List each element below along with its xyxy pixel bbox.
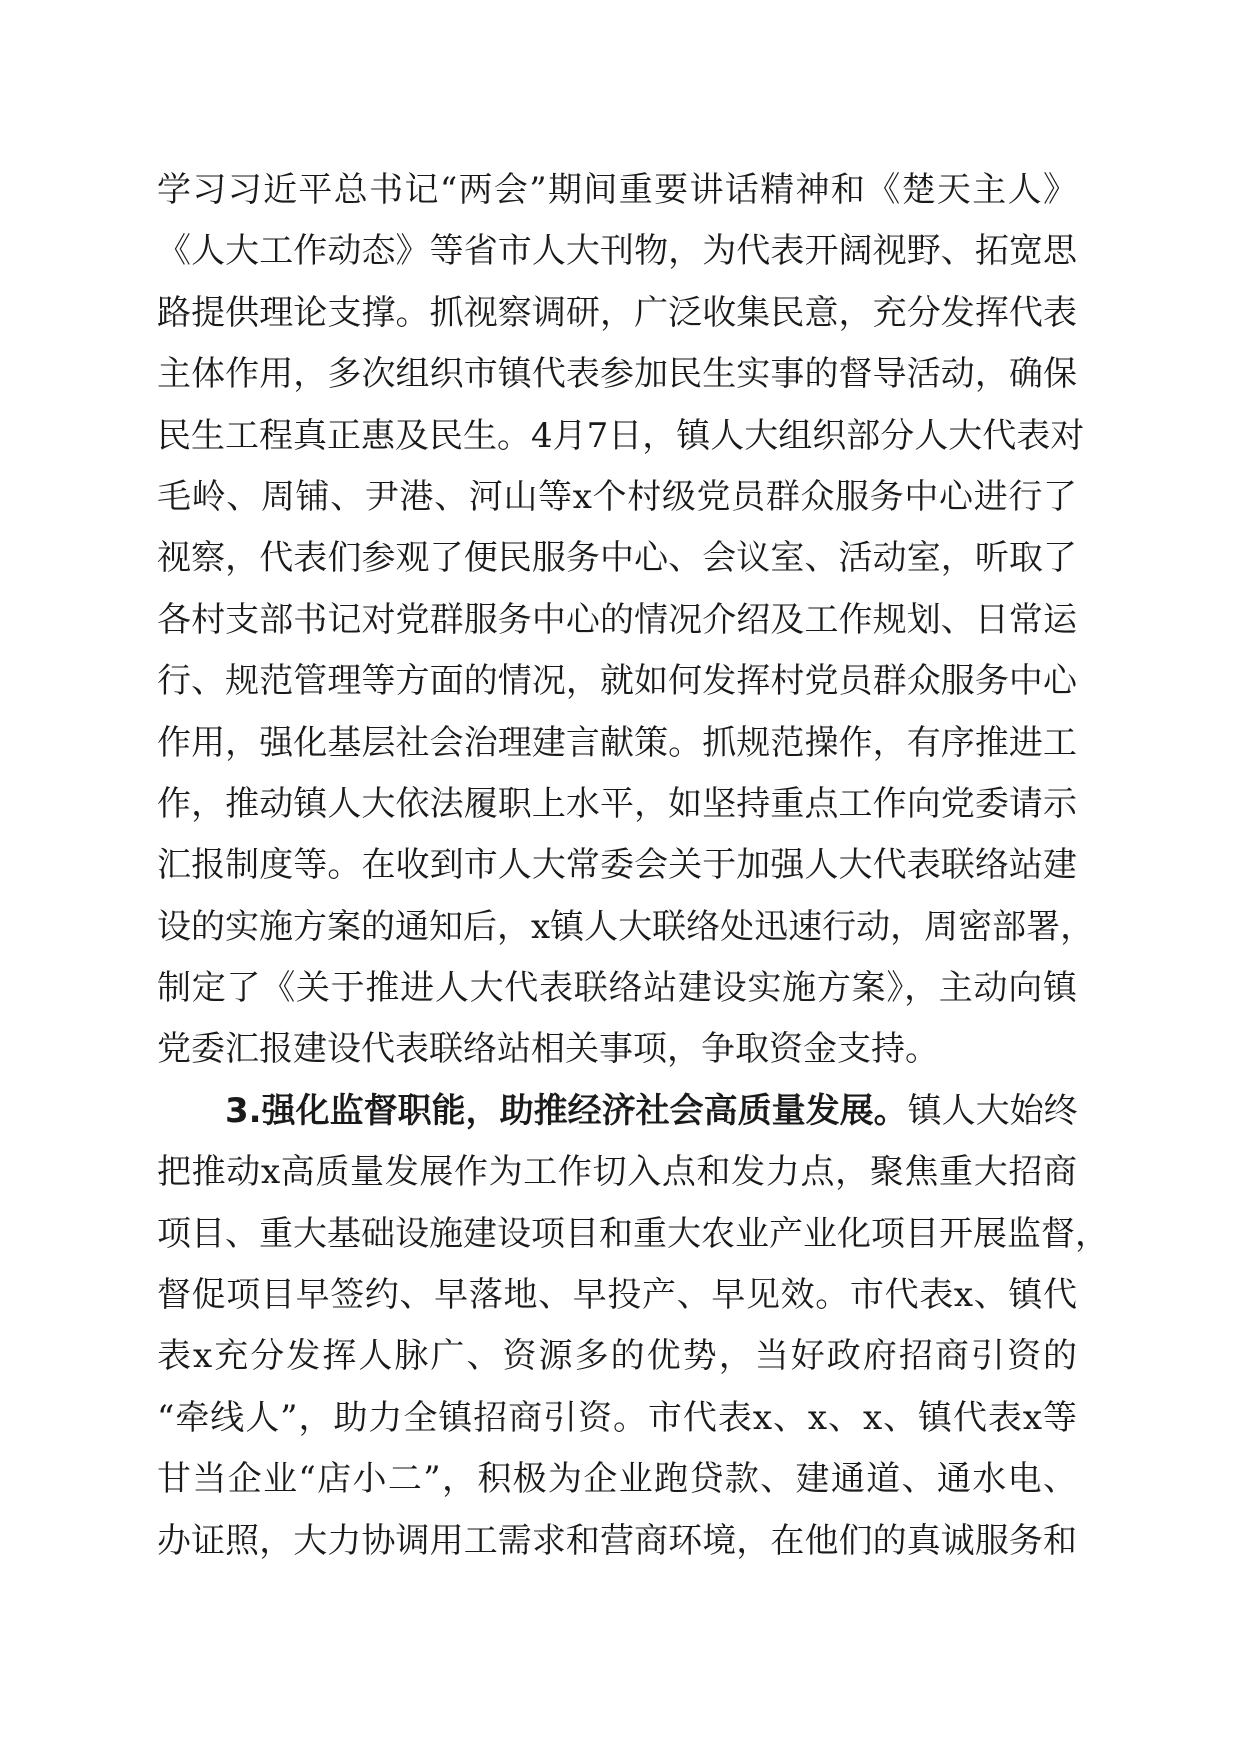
text-line: 设的实施方案的通知后，x镇人大联络处迅速行动，周密部署， xyxy=(157,906,1095,947)
paragraph-supervision xyxy=(157,1081,1109,1572)
text-line: “牵线人”，助力全镇招商引资。市代表x、x、x、镇代表x等 xyxy=(157,1397,1077,1438)
text-line: 行、规范管理等方面的情况，就如何发挥村党员群众服务中心 xyxy=(157,661,1077,702)
text-line: 各村支部书记对党群服务中心的情况介绍及工作规划、日常运 xyxy=(157,599,1077,640)
text-line: 制定了《关于推进人大代表联络站建设实施方案》，主动向镇 xyxy=(157,968,1077,1009)
text-line: 办证照，大力协调用工需求和营商环境，在他们的真诚服务和 xyxy=(157,1520,1077,1561)
text-line: 毛岭、周铺、尹港、河山等x个村级党员群众服务中心进行了 xyxy=(157,476,1077,517)
text-line: 路提供理论支撑。抓视察调研，广泛收集民意，充分发挥代表 xyxy=(157,292,1077,333)
text-line: 把推动x高质量发展作为工作切入点和发力点，聚焦重大招商 xyxy=(157,1152,1077,1193)
heading-continuation: 镇人大始终 xyxy=(907,1090,1078,1131)
text-line: 表x充分发挥人脉广、资源多的优势，当好政府招商引资的 xyxy=(157,1336,1077,1377)
text-line: 学习习近平总书记“两会”期间重要讲话精神和《楚天主人》 xyxy=(157,170,1077,210)
text-line: 汇报制度等。在收到市人大常委会关于加强人大代表联络站建 xyxy=(157,845,1077,886)
paragraph-continued xyxy=(157,160,1095,1081)
text-line: 《人大工作动态》等省市人大刊物，为代表开阔视野、拓宽思 xyxy=(157,231,1077,272)
text-line: 民生工程真正惠及民生。4月7日，镇人大组织部分人大代表对 xyxy=(157,415,1085,456)
text-line: 视察，代表们参观了便民服务中心、会议室、活动室，听取了 xyxy=(157,538,1077,579)
text-line: 作，推动镇人大依法履职上水平，如坚持重点工作向党委请示 xyxy=(157,783,1077,824)
text-line: 甘当企业“店小二”，积极为企业跑贷款、建通道、通水电、 xyxy=(157,1459,1077,1500)
text-line: 督促项目早签约、早落地、早投产、早见效。市代表x、镇代 xyxy=(157,1275,1077,1316)
text-line: 项目、重大基础设施建设项目和重大农业产业化项目开展监督， xyxy=(157,1213,1109,1254)
text-line: 作用，强化基层社会治理建言献策。抓规范操作，有序推进工 xyxy=(157,722,1077,763)
section-heading: 3.强化监督职能，助推经济社会高质量发展。 xyxy=(225,1090,908,1131)
body-text xyxy=(157,160,1109,1572)
text-line: 主体作用，多次组织市镇代表参加民生实事的督导活动，确保 xyxy=(157,354,1077,395)
paragraph-first-line xyxy=(157,1081,1077,1142)
text-line: 党委汇报建设代表联络站相关事项，争取资金支持。 xyxy=(157,1029,939,1070)
